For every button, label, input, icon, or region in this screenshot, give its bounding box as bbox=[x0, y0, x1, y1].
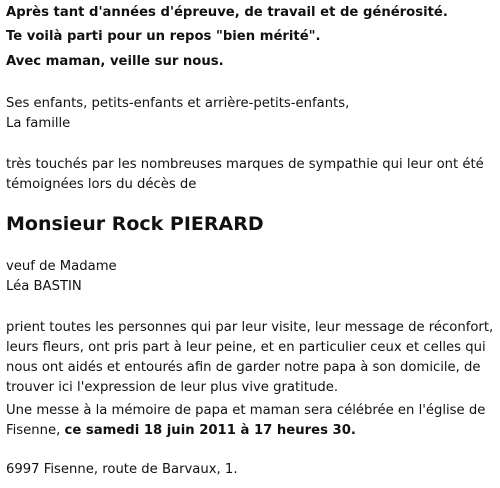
touched-paragraph: très touchés par les nombreuses marques de sympathie qui leur ont été témoignées lors du décès de bbox=[6, 157, 484, 192]
deceased-name: Monsieur Rock PIERARD bbox=[6, 213, 264, 235]
intro-line-2: Te voilà parti pour un repos "bien mérité". bbox=[6, 29, 321, 44]
intro-line-1: Après tant d'années d'épreuve, de travail et de générosité. bbox=[6, 5, 448, 20]
mass-date: ce samedi 18 juin 2011 à 17 heures 30. bbox=[64, 423, 356, 438]
mass-text: Une messe à la mémoire de papa et maman sera célébrée en l'église de Fisenne, bbox=[6, 403, 486, 438]
family-line-1: Ses enfants, petits-enfants et arrière-petits-enfants, bbox=[6, 96, 350, 111]
family-line-2: La famille bbox=[6, 116, 71, 131]
widower-line-1: veuf de Madame bbox=[6, 259, 117, 274]
address-line: 6997 Fisenne, route de Barvaux, 1. bbox=[6, 462, 238, 477]
widower-line-2: Léa BASTIN bbox=[6, 279, 82, 294]
intro-line-3: Avec maman, veille sur nous. bbox=[6, 54, 224, 69]
thanks-paragraph: prient toutes les personnes qui par leur visite, leur message de réconfort, leurs fleurs, ont pris part à leur peine, et en particulier ceux et celles qui nous ont aidés et entourés afin de garder notre papa à son domicile, de trouver ici l'expression de leur plus vive gratitude. bbox=[6, 320, 494, 395]
mass-paragraph bbox=[6, 401, 496, 441]
